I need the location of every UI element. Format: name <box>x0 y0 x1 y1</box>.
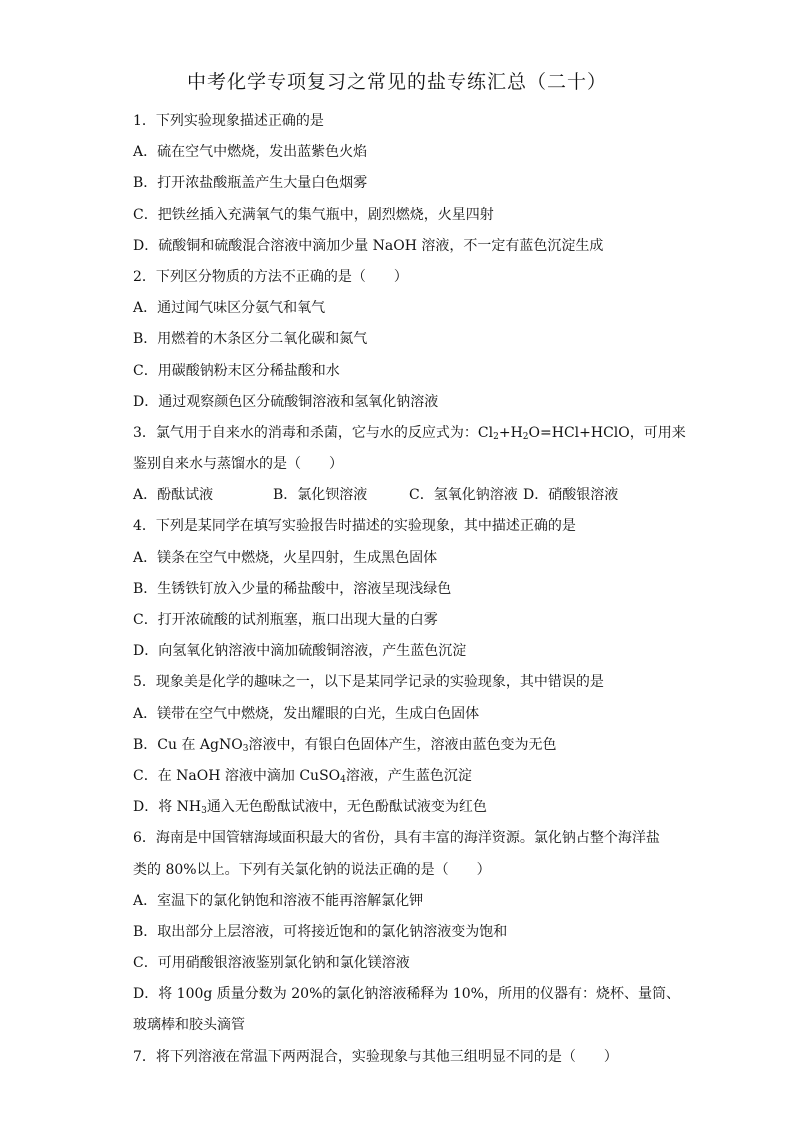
q6-option-c: C．可用硝酸银溶液鉴别氯化钠和氯化镁溶液 <box>133 955 410 972</box>
q2-option-a: A．通过闻气味区分氨气和氧气 <box>133 300 326 317</box>
q2-stem: 2．下列区分物质的方法不正确的是（ ） <box>133 268 408 285</box>
q5-option-a: A．镁带在空气中燃烧，发出耀眼的白光，生成白色固体 <box>133 705 480 722</box>
q5-option-d <box>133 792 663 823</box>
q4-option-b: B．生锈铁钉放入少量的稀盐酸中，溶液呈现浅绿色 <box>133 580 452 597</box>
q3-option-d: D．硝酸银溶液 <box>523 487 619 504</box>
q7-stem: 7．将下列溶液在常温下两两混合，实验现象与其他三组明显不同的是（ ） <box>133 1048 618 1065</box>
q6-option-d-line1: D．将 100g 质量分数为 20%的氯化钠溶液稀释为 10%，所用的仪器有：烧杯、量筒、 <box>133 986 680 1003</box>
q3-option-c: C．氢氧化钠溶液 <box>409 487 518 504</box>
q1-option-b: B．打开浓盐酸瓶盖产生大量白色烟雾 <box>133 175 368 192</box>
q3-formula-part: O=HCl+HClO <box>528 424 630 441</box>
q3-stem-line1 <box>133 418 686 449</box>
q5c-text: 溶液，产生蓝色沉淀 <box>345 767 472 784</box>
q3-formula-part: +H <box>498 424 523 441</box>
q1-option-d: D．硫酸铜和硫酸混合溶液中滴加少量 NaOH 溶液，不一定有蓝色沉淀生成 <box>133 237 604 254</box>
q3-formula-subscript: 2 <box>493 431 499 442</box>
q6-option-a: A．室温下的氯化钠饱和溶液不能再溶解氯化钾 <box>133 892 424 909</box>
q3-options-row <box>133 480 663 511</box>
q2-option-c: C．用碳酸钠粉末区分稀盐酸和水 <box>133 362 340 379</box>
page-title: 中考化学专项复习之常见的盐专练汇总（二十） <box>186 71 607 93</box>
q2-option-d: D．通过观察颜色区分硫酸铜溶液和氢氧化钠溶液 <box>133 393 439 410</box>
q4-option-d: D．向氢氧化钠溶液中滴加硫酸铜溶液，产生蓝色沉淀 <box>133 643 467 660</box>
q2-option-b: B．用燃着的木条区分二氧化碳和氮气 <box>133 331 368 348</box>
q5-option-c <box>133 761 663 792</box>
q1-option-a: A．硫在空气中燃烧，发出蓝紫色火焰 <box>133 144 368 161</box>
q6-stem-line2: 类的 80%以上。下列有关氯化钠的说法正确的是（ ） <box>133 861 491 878</box>
q1-option-c: C．把铁丝插入充满氧气的集气瓶中，剧烈燃烧，火星四射 <box>133 206 494 223</box>
q6-option-b: B．取出部分上层溶液，可将接近饱和的氯化钠溶液变为饱和 <box>133 923 508 940</box>
q4-stem: 4．下列是某同学在填写实验报告时描述的实验现象，其中描述正确的是 <box>133 518 576 535</box>
q5-stem: 5．现象美是化学的趣味之一，以下是某同学记录的实验现象，其中错误的是 <box>133 674 604 691</box>
q5b-text: 溶液中，有银白色固体产生，溶液由蓝色变为无色 <box>248 736 557 753</box>
q3-stem-prefix: 3．氯气用于自来水的消毒和杀菌，它与水的反应式为： <box>133 424 478 441</box>
q4-option-c: C．打开浓硫酸的试剂瓶塞，瓶口出现大量的白雾 <box>133 612 438 628</box>
q5d-text: D．将 NH <box>133 799 202 816</box>
q5b-subscript: 3 <box>242 743 249 754</box>
question-body <box>133 106 686 1073</box>
q6-stem-line1: 6．海南是中国管辖海域面积最大的省份，具有丰富的海洋资源。氯化钠占整个海洋盐 <box>133 830 660 847</box>
q3-stem-suffix: ，可用来 <box>629 424 686 441</box>
q3-stem-line2: 鉴别自来水与蒸馏水的是（ ） <box>133 456 343 473</box>
q3-option-b: B．氯化钡溶液 <box>273 487 368 504</box>
q1-stem: 1．下列实验现象描述正确的是 <box>133 113 324 129</box>
q6-option-d-line2: 玻璃棒和胶头滴管 <box>133 1017 245 1034</box>
q4-option-a: A．镁条在空气中燃烧，火星四射，生成黑色固体 <box>133 549 438 566</box>
q5-option-b <box>133 730 663 761</box>
q3-formula-part: Cl <box>477 424 494 441</box>
q5d-text: 通入无色酚酞试液中，无色酚酞试液变为红色 <box>206 799 487 816</box>
q3-formula-subscript: 2 <box>522 431 529 442</box>
q5c-text: C．在 NaOH 溶液中滴加 CuSO <box>133 767 341 784</box>
q5b-text: B．Cu 在 AgNO <box>133 736 243 753</box>
q5d-subscript: 3 <box>201 806 207 817</box>
q3-formula <box>478 425 630 441</box>
q5c-subscript: 4 <box>340 774 346 785</box>
q3-option-a: A．酚酞试液 <box>133 487 214 504</box>
